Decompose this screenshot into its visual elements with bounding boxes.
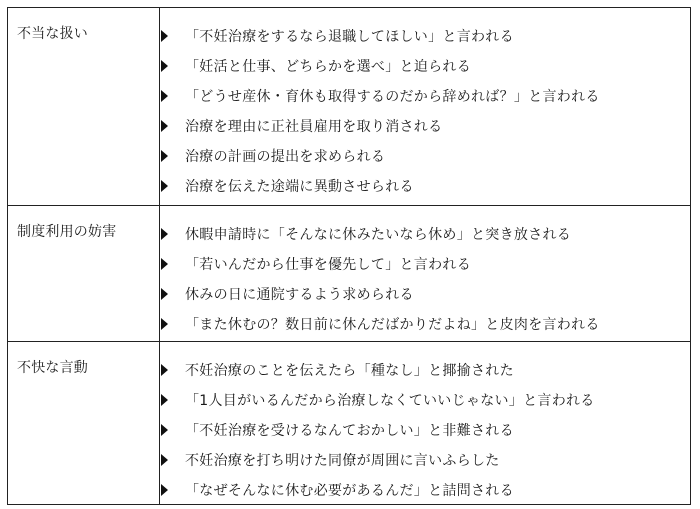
triangle-bullet-icon bbox=[161, 318, 168, 330]
triangle-bullet-icon bbox=[161, 394, 168, 406]
list-item bbox=[160, 415, 690, 445]
triangle-bullet-icon bbox=[161, 484, 168, 496]
list-item bbox=[160, 141, 690, 171]
list-item-text: 治療を理由に正社員雇用を取り消される bbox=[185, 119, 443, 135]
harassment-table bbox=[7, 7, 691, 505]
list-item bbox=[160, 475, 690, 505]
list-item-text: 不妊治療を打ち明けた同僚が周囲に言いふらした bbox=[185, 453, 500, 469]
table-row-system-obstruction bbox=[8, 205, 690, 341]
category-label: 制度利用の妨害 bbox=[8, 206, 160, 341]
list-item-text: 「不妊治療をするなら退職してほしい」と言われる bbox=[185, 29, 514, 45]
triangle-bullet-icon bbox=[161, 60, 168, 72]
list-item-text: 「なぜそんなに休む必要があるんだ」と詰問される bbox=[185, 483, 514, 499]
list-item bbox=[160, 219, 690, 249]
category-label: 不当な扱い bbox=[8, 8, 160, 205]
list-item-text: 「妊活と仕事、どちらかを選べ」と迫られる bbox=[185, 59, 471, 75]
triangle-bullet-icon bbox=[161, 258, 168, 270]
triangle-bullet-icon bbox=[161, 90, 168, 102]
list-item bbox=[160, 21, 690, 51]
category-label: 不快な言動 bbox=[8, 342, 160, 504]
table-row-unfair-treatment bbox=[8, 8, 690, 205]
triangle-bullet-icon bbox=[161, 30, 168, 42]
list-item-text: 休みの日に通院するよう求められる bbox=[185, 287, 414, 303]
list-item bbox=[160, 279, 690, 309]
triangle-bullet-icon bbox=[161, 454, 168, 466]
triangle-bullet-icon bbox=[161, 150, 168, 162]
list-item bbox=[160, 171, 690, 201]
list-item-text: 「1人目がいるんだから治療しなくていいじゃない」と言われる bbox=[185, 393, 595, 409]
triangle-bullet-icon bbox=[161, 288, 168, 300]
table-row-unpleasant-remarks bbox=[8, 341, 690, 504]
list-item bbox=[160, 81, 690, 111]
list-item-text: 「不妊治療を受けるなんておかしい」と非難される bbox=[185, 423, 514, 439]
list-item bbox=[160, 249, 690, 279]
list-item-text: 「どうせ産休・育休も取得するのだから辞めれば？」と言われる bbox=[185, 89, 600, 105]
list-item bbox=[160, 111, 690, 141]
list-item bbox=[160, 309, 690, 339]
list-item bbox=[160, 385, 690, 415]
item-list bbox=[160, 8, 690, 205]
triangle-bullet-icon bbox=[161, 364, 168, 376]
triangle-bullet-icon bbox=[161, 180, 168, 192]
triangle-bullet-icon bbox=[161, 424, 168, 436]
list-item bbox=[160, 355, 690, 385]
list-item-text: 治療の計画の提出を求められる bbox=[185, 149, 386, 165]
triangle-bullet-icon bbox=[161, 228, 168, 240]
triangle-bullet-icon bbox=[161, 120, 168, 132]
list-item bbox=[160, 51, 690, 81]
list-item bbox=[160, 445, 690, 475]
list-item-text: 治療を伝えた途端に異動させられる bbox=[185, 179, 414, 195]
list-item-text: 「また休むの？数日前に休んだばかりだよね」と皮肉を言われる bbox=[185, 317, 600, 333]
list-item-text: 休暇申請時に「そんなに休みたいなら休め」と突き放される bbox=[185, 227, 572, 243]
list-item-text: 不妊治療のことを伝えたら「種なし」と揶揄された bbox=[185, 363, 514, 379]
list-item-text: 「若いんだから仕事を優先して」と言われる bbox=[185, 257, 471, 273]
item-list bbox=[160, 342, 690, 504]
item-list bbox=[160, 206, 690, 341]
